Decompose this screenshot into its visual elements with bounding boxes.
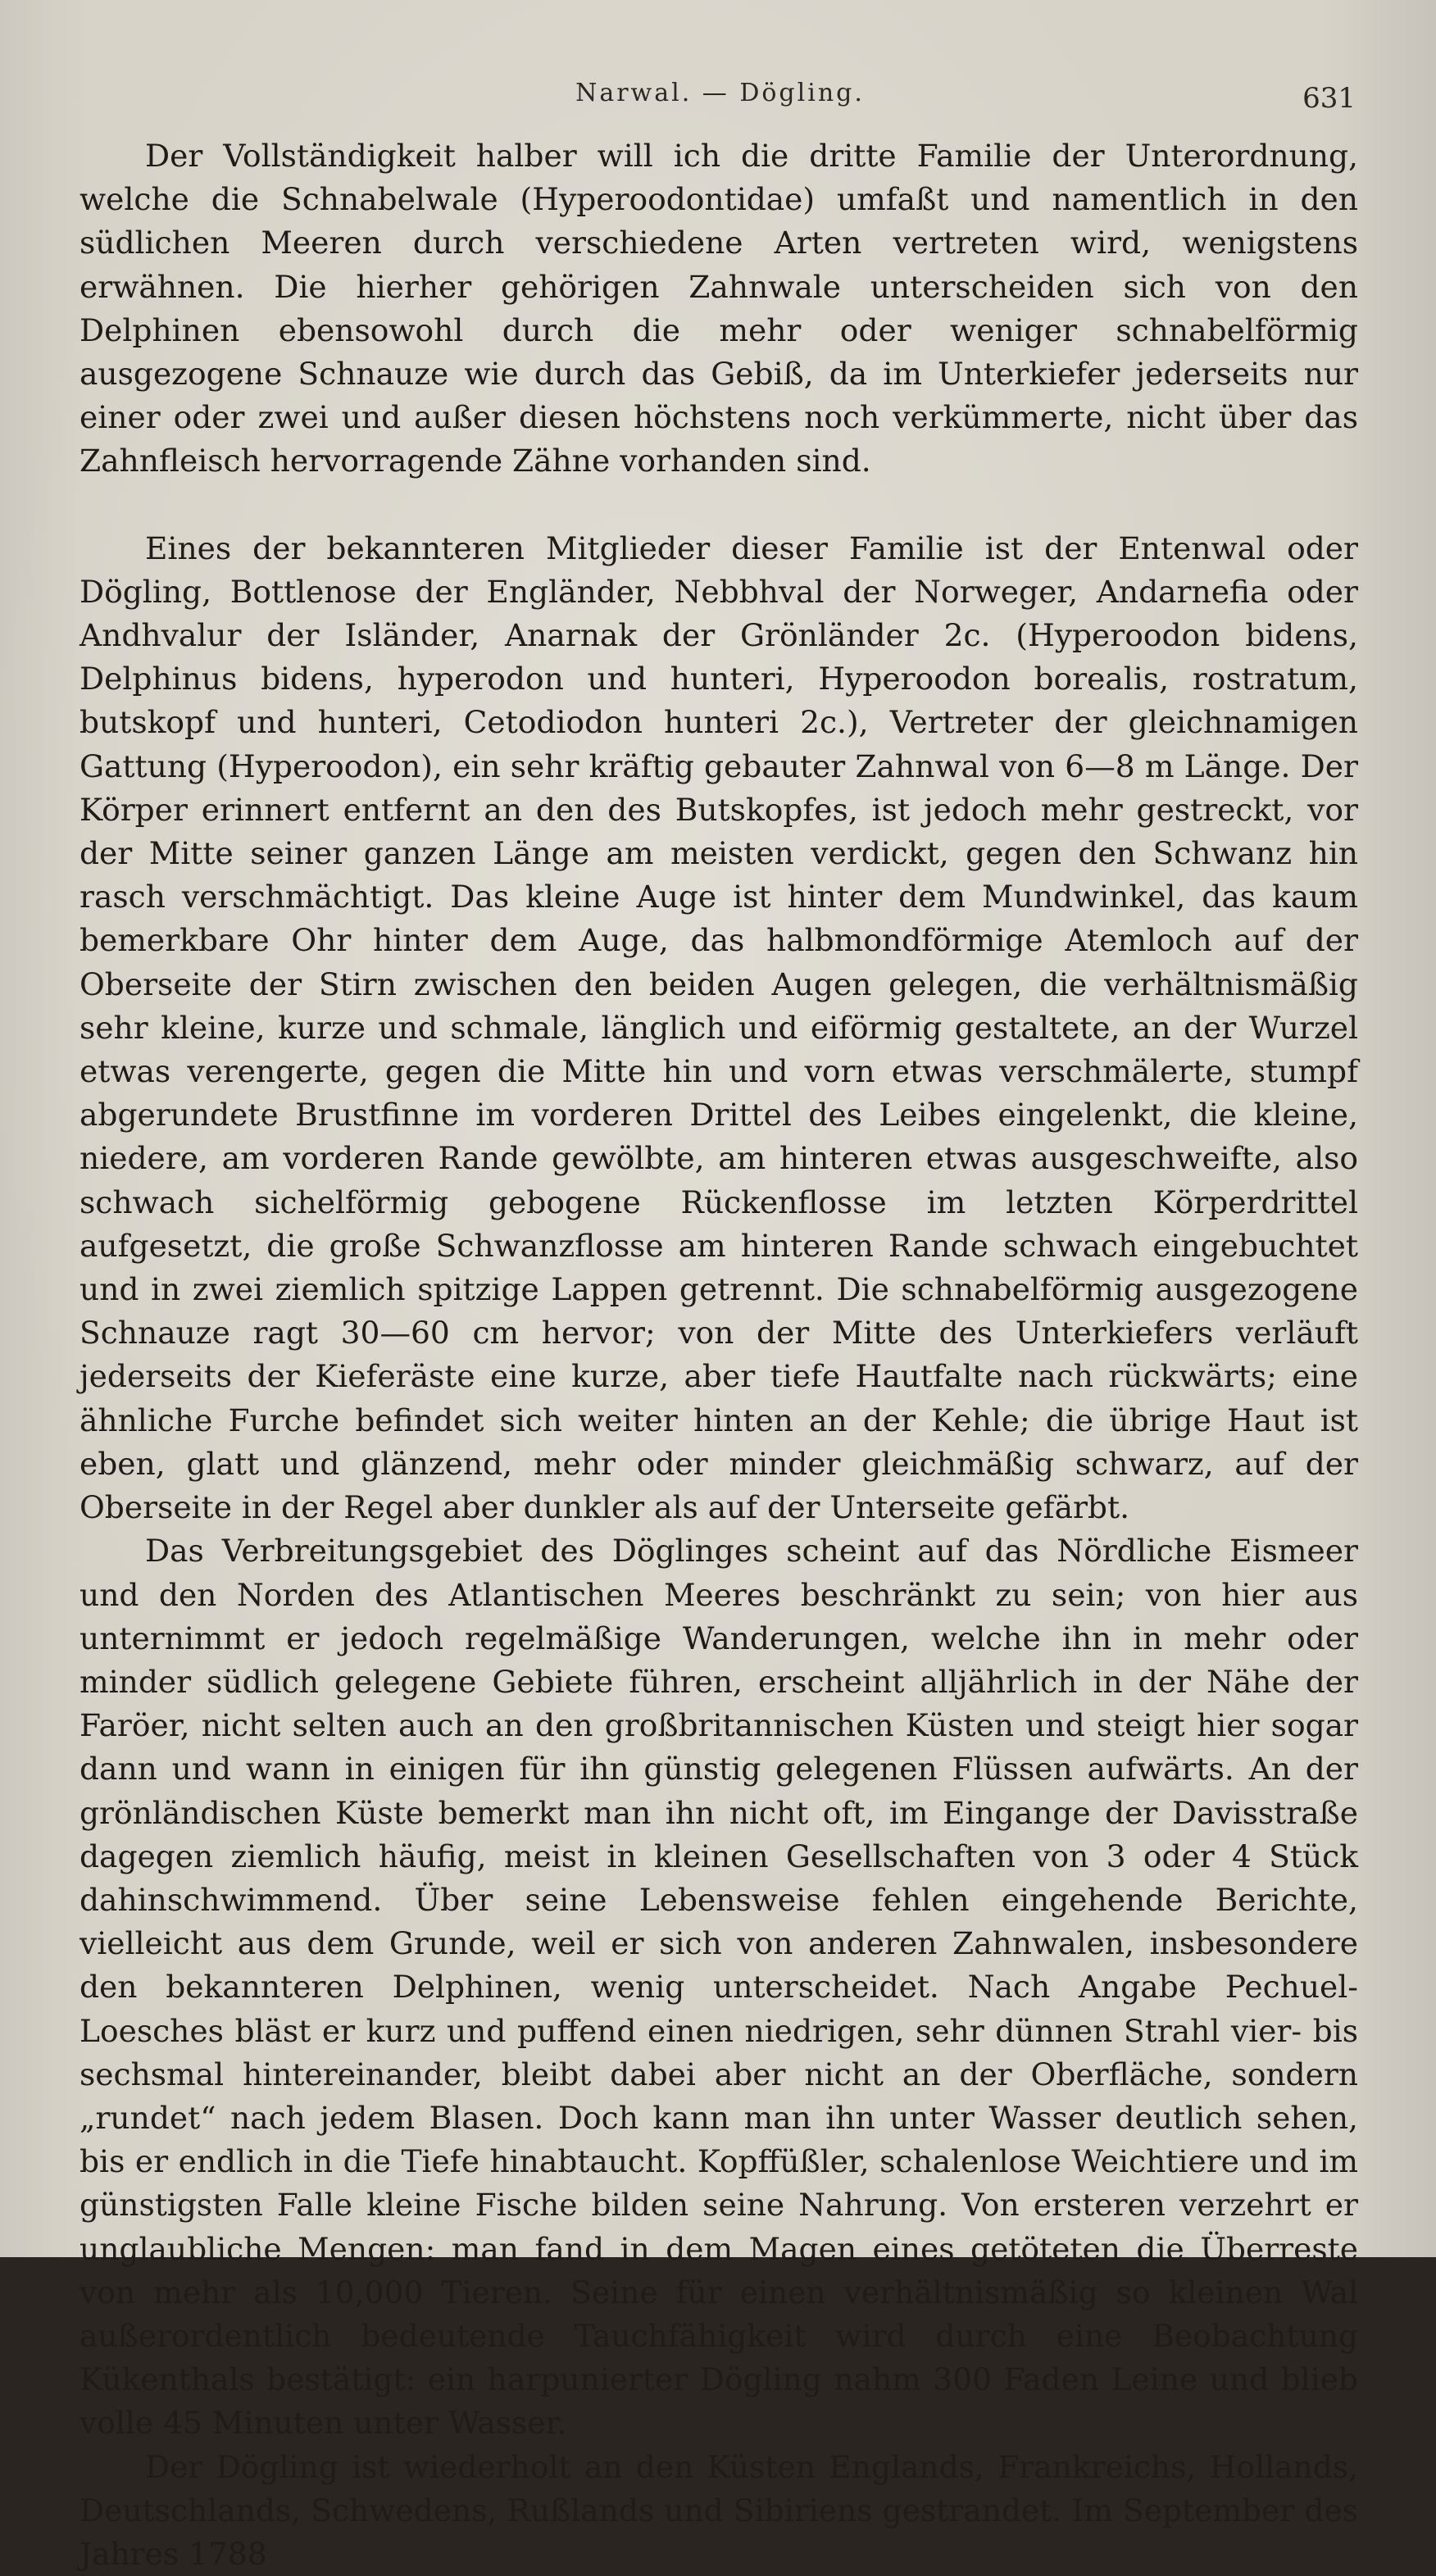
paragraph-verbreitung: Das Verbreitungsgebiet des Döglinges scheint auf das Nördliche Eismeer und den Norden des Atlantischen Meeres beschränkt zu sein; von hier aus unternimmt er jedoch regelmäßige Wanderungen, welche ihn in mehr oder minder südlich gelegene Gebiete führen, erscheint alljährlich in der Nähe der Faröer, nicht selten auch an den großbritannischen Küsten und steigt hier sogar dann und wann in einigen für ihn günstig gelegenen Flüssen aufwärts. An der grönländischen Küste bemerkt man ihn nicht oft, im Eingange der Davisstraße dagegen ziemlich häufig, meist in kleinen Gesellschaften von 3 oder 4 Stück dahinschwimmend. Über seine Lebensweise fehlen eingehende Berichte, vielleicht aus dem Grunde, weil er sich von anderen Zahnwalen, insbesondere den bekannteren Delphinen, wenig unterscheidet. Nach Angabe Pechuel-Loesches bläst er kurz und puffend einen niedrigen, sehr dünnen Strahl vier- bis sechsmal hintereinander, bleibt dabei aber nicht an der Oberfläche, sondern „rundet“ nach jedem Blasen. Doch kann man ihn unter Wasser deutlich sehen, bis er endlich in die Tiefe hinabtaucht. Kopffüßler, schalenlose Weichtiere und im günstigsten Falle kleine Fische bilden seine Nahrung. Von ersteren verzehrt er unglaubliche Mengen: man fand in dem Magen eines getöteten die Überreste von mehr als 10,000 Tieren. Seine für einen verhältnismäßig so kleinen Wal außerordentlich bedeutende Tauchfähigkeit wird durch eine Beobachtung Kükenthals bestätigt: ein harpunierter Dögling nahm 300 Faden Leine und blieb volle 45 Minuten unter Wasser. <box>80 1533 1358 2442</box>
paragraph-strandungen: Der Dögling ist wiederholt an den Küsten Englands, Frankreichs, Hollands, Deutschlands, Schwedens, Rußlands und Sibiriens gestrandet. Im September des Jahres 1788 <box>80 2448 1358 2572</box>
page-number: 631 <box>1302 82 1356 115</box>
page-header <box>78 72 1362 121</box>
running-title: Narwal. — Dögling. <box>575 79 865 107</box>
paragraph-schnabelwale: Der Vollständigkeit halber will ich die dritte Familie der Unterordnung, welche die Schnabelwale (Hyperoodontidae) umfaßt und namentlich in den südlichen Meeren durch verschiedene Arten vertreten wird, wenigstens erwähnen. Die hierher gehörigen Zahnwale unterscheiden sich von den Delphinen ebensowohl durch die mehr oder weniger schnabelförmig ausgezogene Schnauze wie durch das Gebiß, da im Unterkiefer jederseits nur einer oder zwei und außer diesen höchstens noch verkümmerte, nicht über das Zahnfleisch hervorragende Zähne vorhanden sind. <box>80 138 1358 479</box>
body-text <box>80 134 1358 2576</box>
paragraph-entenwal-description: Eines der bekannteren Mitglieder dieser Familie ist der Entenwal oder Dögling, Bottlenose der Engländer, Nebbhval der Norweger, Andarnefia oder Andhvalur der Isländer, Anarnak der Grönländer 2c. (Hyperoodon bidens, Delphinus bidens, hyperodon und hunteri, Hyperoodon borealis, rostratum, butskopf und hunteri, Cetodiodon hunteri 2c.), Vertreter der gleichnamigen Gattung (Hyperoodon), ein sehr kräftig gebauter Zahnwal von 6—8 m Länge. Der Körper erinnert entfernt an den des Butskopfes, ist jedoch mehr gestreckt, vor der Mitte seiner ganzen Länge am meisten verdickt, gegen den Schwanz hin rasch verschmächtigt. Das kleine Auge ist hinter dem Mundwinkel, das kaum bemerkbare Ohr hinter dem Auge, das halbmondförmige Atemloch auf der Oberseite der Stirn zwischen den beiden Augen gelegen, die verhältnismäßig sehr kleine, kurze und schmale, länglich und eiförmig gestaltete, an der Wurzel etwas verengerte, gegen die Mitte hin und vorn etwas verschmälerte, stumpf abgerundete Brustfinne im vorderen Drittel des Leibes eingelenkt, die kleine, niedere, am vorderen Rande gewölbte, am hinteren etwas ausgeschweifte, also schwach sichelförmig gebogene Rückenflosse im letzten Körperdrittel aufgesetzt, die große Schwanzflosse am hinteren Rande schwach eingebuchtet und in zwei ziemlich spitzige Lappen getrennt. Die schnabelförmig ausgezogene Schnauze ragt 30—60 cm hervor; von der Mitte des Unterkiefers verläuft jederseits der Kieferäste eine kurze, aber tiefe Hautfalte nach rückwärts; eine ähnliche Furche befindet sich weiter hinten an der Kehle; die übrige Haut ist eben, glatt und glänzend, mehr oder minder gleichmäßig schwarz, auf der Oberseite in der Regel aber dunkler als auf der Unterseite gefärbt. <box>80 529 1358 1526</box>
